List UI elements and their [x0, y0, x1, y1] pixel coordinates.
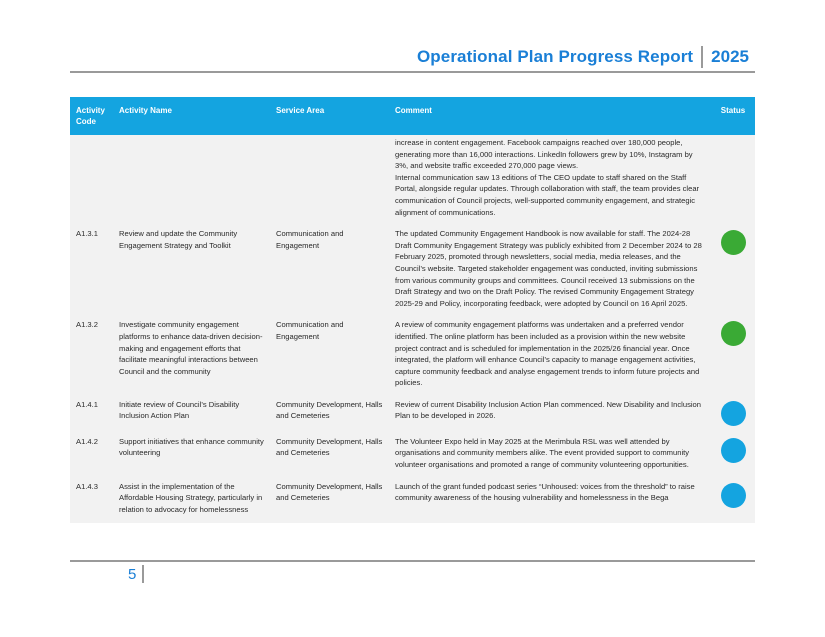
cell-code: A1.4.1 — [70, 397, 113, 434]
cell-comment — [389, 135, 711, 226]
cell-status — [711, 479, 755, 524]
cell-area — [270, 135, 389, 226]
cell-name — [113, 135, 270, 226]
comment-text: Internal communication saw 13 editions of The CEO update to staff shared on the Staff Portal, alongside regular updates. Through collaboration with staff, the team provides clear communication of Council projects, well-supported community engagement, and strategic alignment of communications. — [395, 172, 700, 217]
table-row — [70, 479, 755, 524]
cell-comment: A review of community engagement platforms was undertaken and a preferred vendor identified. The online platform has been included as a provision within the new website project contract and is scheduled for implementation in the 2025/26 financial year. Once integrated, the platform will enhance Council’s capacity to manage engagement activities, capture community feedback and analyse engagement trends to inform future projects and policies. — [389, 317, 711, 397]
cell-comment: The updated Community Engagement Handbook is now available for staff. The 2024-28 Draft Community Engagement Strategy was publicly exhibited from 2 December 2024 to 28 February 2025, promoted through newsletters, social media, media releases, and the Council’s website. Targeted stakeholder engagement was conducted, inviting submissions from various community groups and committees. Council received 13 submissions on the Draft Strategy and two on the Draft Policy. The revised Community Engagement Strategy 2025-29 and Policy, incorporating feedback, were adopted by Council on 16 April 2025. — [389, 226, 711, 317]
status-complete-icon — [721, 321, 746, 346]
header-service-area: Service Area — [270, 97, 389, 135]
cell-area: Communication and Engagement — [270, 226, 389, 317]
progress-table — [70, 97, 755, 523]
footer-rule — [70, 560, 755, 562]
report-header — [417, 46, 749, 68]
comment-text: increase in content engagement. Facebook campaigns reached over 180,000 people, generating more than 16,000 interactions. LinkedIn followers grew by 10%, Instagram by 3%, and website traffic exceeded 270,000 page views. — [395, 138, 693, 171]
cell-code: A1.4.2 — [70, 434, 113, 479]
cell-area: Community Development, Halls and Cemeteries — [270, 397, 389, 434]
cell-name: Investigate community engagement platforms to enhance data-driven decision-making and engagement efforts that facilitate meaningful interactions between Council and the community — [113, 317, 270, 397]
header-comment: Comment — [389, 97, 711, 135]
table-row — [70, 397, 755, 434]
cell-name: Initiate review of Council’s Disability Inclusion Action Plan — [113, 397, 270, 434]
cell-name: Support initiatives that enhance community volunteering — [113, 434, 270, 479]
report-title: Operational Plan Progress Report — [416, 47, 694, 66]
table-row — [70, 317, 755, 397]
cell-status — [711, 135, 755, 226]
cell-status — [711, 434, 755, 479]
cell-comment: Review of current Disability Inclusion Action Plan commenced. New Disability and Inclusion Plan to be developed in 2026. — [389, 397, 711, 434]
table-row — [70, 226, 755, 317]
table-row-continuation — [70, 135, 755, 226]
footer-divider — [142, 565, 144, 583]
cell-comment: Launch of the grant funded podcast series “Unhoused: voices from the threshold” to raise community awareness of the housing vulnerability and homelessness in the Bega — [389, 479, 711, 524]
page-number: 5 — [128, 565, 137, 583]
cell-comment: The Volunteer Expo held in May 2025 at the Merimbula RSL was well attended by organisations and community members alike. The event provided support to community volunteer organisations and promoted a range of community volunteering opportunities. — [389, 434, 711, 479]
cell-area: Community Development, Halls and Cemeteries — [270, 434, 389, 479]
cell-area: Communication and Engagement — [270, 317, 389, 397]
cell-code: A1.3.2 — [70, 317, 113, 397]
table-row — [70, 434, 755, 479]
header-divider — [701, 46, 703, 68]
report-year: 2025 — [711, 47, 749, 66]
cell-code: A1.4.3 — [70, 479, 113, 524]
header-rule — [70, 71, 755, 73]
cell-status — [711, 226, 755, 317]
table-header-row — [70, 97, 755, 135]
status-complete-icon — [721, 230, 746, 255]
status-in-progress-icon — [721, 438, 746, 463]
page-footer — [128, 565, 144, 583]
status-in-progress-icon — [721, 401, 746, 426]
cell-status — [711, 317, 755, 397]
status-in-progress-icon — [721, 483, 746, 508]
cell-status — [711, 397, 755, 434]
header-activity-code: Activity Code — [70, 97, 113, 135]
cell-name: Review and update the Community Engagement Strategy and Toolkit — [113, 226, 270, 317]
cell-code — [70, 135, 113, 226]
cell-name: Assist in the implementation of the Affordable Housing Strategy, particularly in relation to advocacy for homelessness — [113, 479, 270, 524]
cell-area: Community Development, Halls and Cemeteries — [270, 479, 389, 524]
header-activity-name: Activity Name — [113, 97, 270, 135]
cell-code: A1.3.1 — [70, 226, 113, 317]
header-status: Status — [711, 97, 755, 135]
